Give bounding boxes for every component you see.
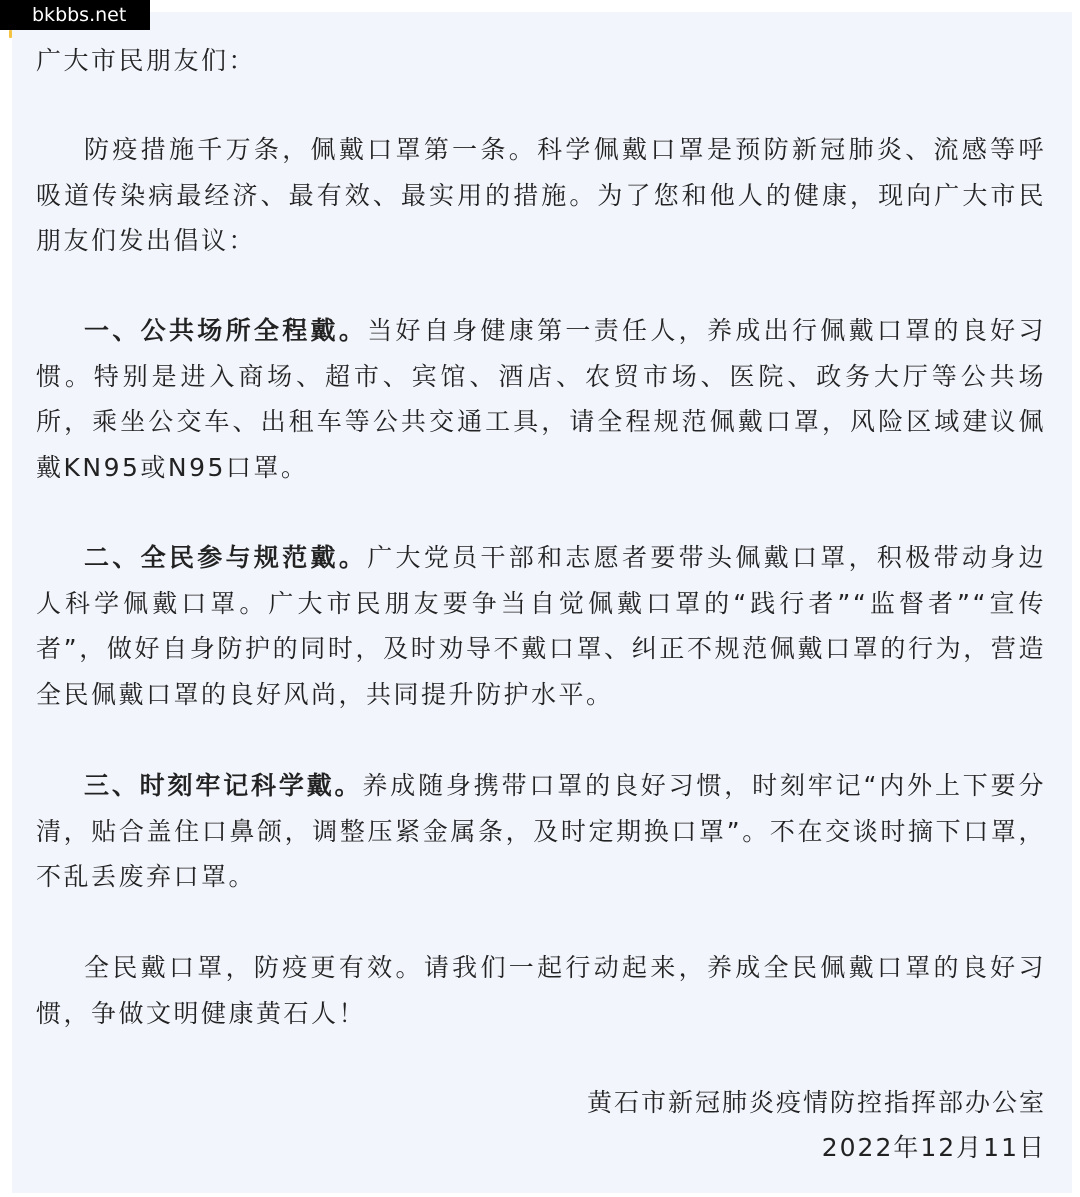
closing-paragraph: 全民戴口罩，防疫更有效。请我们一起行动起来，养成全民佩戴口罩的良好习惯，争做文明健康黄石人！ <box>36 953 1046 1028</box>
item-heading-1: 一、公共场所全程戴。 <box>84 316 368 345</box>
accent-marker <box>9 30 12 38</box>
item-paragraph-3 <box>36 763 1046 900</box>
item-paragraph-2 <box>36 535 1046 717</box>
greeting: 广大市民朋友们： <box>36 46 257 75</box>
signature: 黄石市新冠肺炎疫情防控指挥部办公室 <box>586 1088 1046 1117</box>
item-paragraph-1 <box>36 308 1046 490</box>
item-heading-2: 二、全民参与规范戴。 <box>84 543 368 572</box>
date: 2022年12月11日 <box>821 1133 1046 1162</box>
watermark-label: bkbbs.net <box>0 0 150 30</box>
item-heading-3: 三、时刻牢记科学戴。 <box>84 771 363 800</box>
intro-paragraph: 防疫措施千万条，佩戴口罩第一条。科学佩戴口罩是预防新冠肺炎、流感等呼吸道传染病最经济、最有效、最实用的措施。为了您和他人的健康，现向广大市民朋友们发出倡议： <box>36 135 1046 256</box>
item-body-3: 养成随身携带口罩的良好习惯，时刻牢记“内外上下要分清，贴合盖住口鼻颌，调整压紧金属条，及时定期换口罩”。不在交谈时摘下口罩，不乱丢废弃口罩。 <box>36 771 1046 892</box>
item-body-2: 广大党员干部和志愿者要带头佩戴口罩，积极带动身边人科学佩戴口罩。广大市民朋友要争当自觉佩戴口罩的“践行者”“监督者”“宣传者”，做好自身防护的同时，及时劝导不戴口罩、纠正不规范佩戴口罩的行为，营造全民佩戴口罩的良好风尚，共同提升防护水平。 <box>36 543 1046 709</box>
item-body-1: 当好自身健康第一责任人，养成出行佩戴口罩的良好习惯。特别是进入商场、超市、宾馆、酒店、农贸市场、医院、政务大厅等公共场所，乘坐公交车、出租车等公共交通工具，请全程规范佩戴口罩，风险区域建议佩戴KN95或N95口罩。 <box>36 316 1046 482</box>
